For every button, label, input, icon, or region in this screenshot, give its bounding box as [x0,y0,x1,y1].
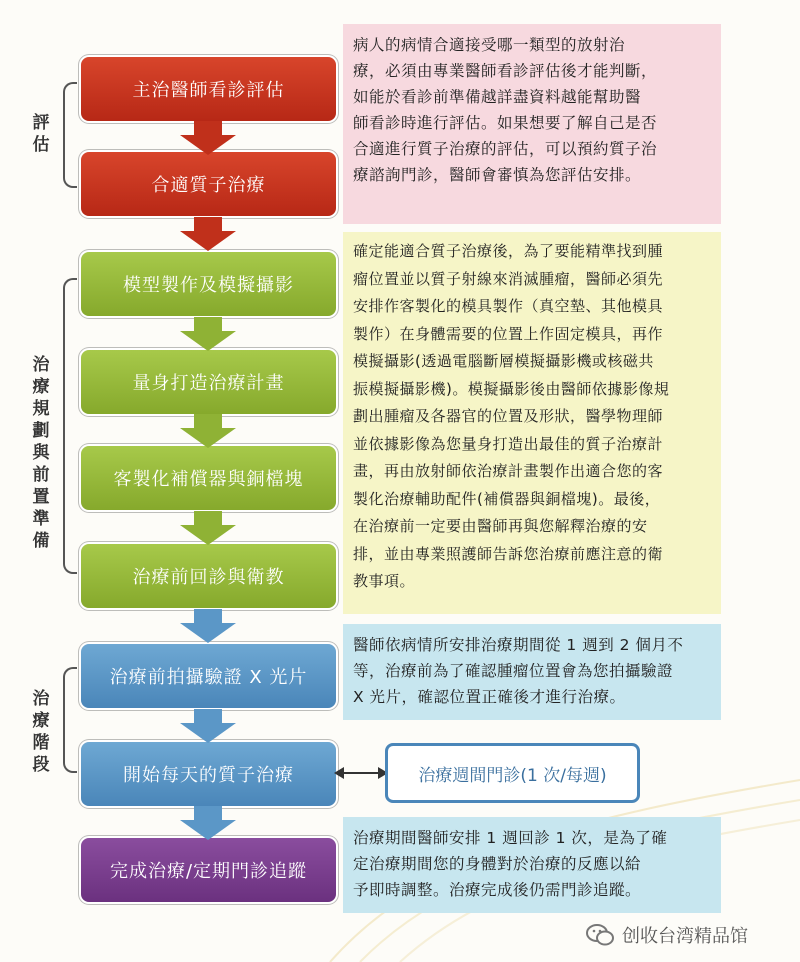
phase-label-evaluation: 評 估 [32,113,50,155]
step-treatment-plan: 量身打造治療計畫 [81,350,336,414]
watermark [586,920,786,950]
phase-bracket-treatment [63,667,77,773]
description-xray: 醫師依病情所安排治療期間從 1 週到 2 個月不 等，治療前為了確認腫瘤位置會為您拍攝驗證 X 光片，確認位置正確後才進行治療。 [343,624,721,720]
arrow-down-icon [180,511,236,545]
phase-label-treatment: 治 療 階 段 [32,689,50,775]
step-mold-simulation: 模型製作及模擬攝影 [81,252,336,316]
arrow-down-icon [180,806,236,840]
step-follow-up: 完成治療/定期門診追蹤 [81,838,336,902]
watermark-text: 创收台湾精品馆 [622,926,748,947]
wechat-icon [586,923,614,947]
description-followup: 治療期間醫師安排 1 週回診 1 次，是為了確 定治療期間您的身體對於治療的反應以給 予即時調整。治療完成後仍需門診追蹤。 [343,817,721,913]
arrow-down-icon [180,121,236,155]
step-doctor-evaluation: 主治醫師看診評估 [81,57,336,121]
description-evaluation: 病人的病情合適接受哪一類型的放射治 療，必須由專業醫師看診評估後才能判斷， 如能於看診前準備越詳盡資料越能幫助醫 師看診時進行評估。如果想要了解自己是否 合適進行質子治療的評估，可以預約質子治 療諮詢門診，醫師會審慎為您評估安排。 [343,24,721,224]
arrow-down-icon [180,217,236,251]
arrow-down-icon [180,414,236,448]
step-compensator: 客製化補償器與銅檔塊 [81,446,336,510]
arrow-down-icon [180,317,236,351]
weekly-clinic-box: 治療週間門診(1 次/每週) [385,743,640,803]
step-suitable-proton: 合適質子治療 [81,152,336,216]
step-pre-treatment-visit: 治療前回診與衛教 [81,544,336,608]
phase-bracket-planning [63,278,77,574]
arrow-down-icon [180,709,236,743]
description-planning: 確定能適合質子治療後，為了要能精準找到腫 瘤位置並以質子射線來消滅腫瘤，醫師必須先 安排作客製化的模具製作（真空墊、其他模具 製作）在身體需要的位置上作固定模具，再作 模擬攝影(透過電腦斷層模擬攝影機或核磁共 振模擬攝影機)。模擬攝影後由醫師依據影像規 劃出腫瘤及各器官的位置及形狀，醫學物理師 並依據影像為您量身打造出最佳的質子治療計 畫，再由放射師依治療計畫製作出適合您的客 製化治療輔助配件(補償器與銅檔塊)。最後， 在治療前一定要由醫師再與您解釋治療的安 排，並由專業照護師告訴您治療前應注意的衛 教事項。 [343,232,721,614]
phase-label-planning: 治 療 規 劃 與 前 置 準 備 [32,355,50,551]
step-daily-treatment: 開始每天的質子治療 [81,742,336,806]
double-arrow-icon [334,763,388,783]
step-xray-verification: 治療前拍攝驗證 X 光片 [81,644,336,708]
arrow-down-icon [180,609,236,643]
phase-bracket-evaluation [63,82,77,188]
